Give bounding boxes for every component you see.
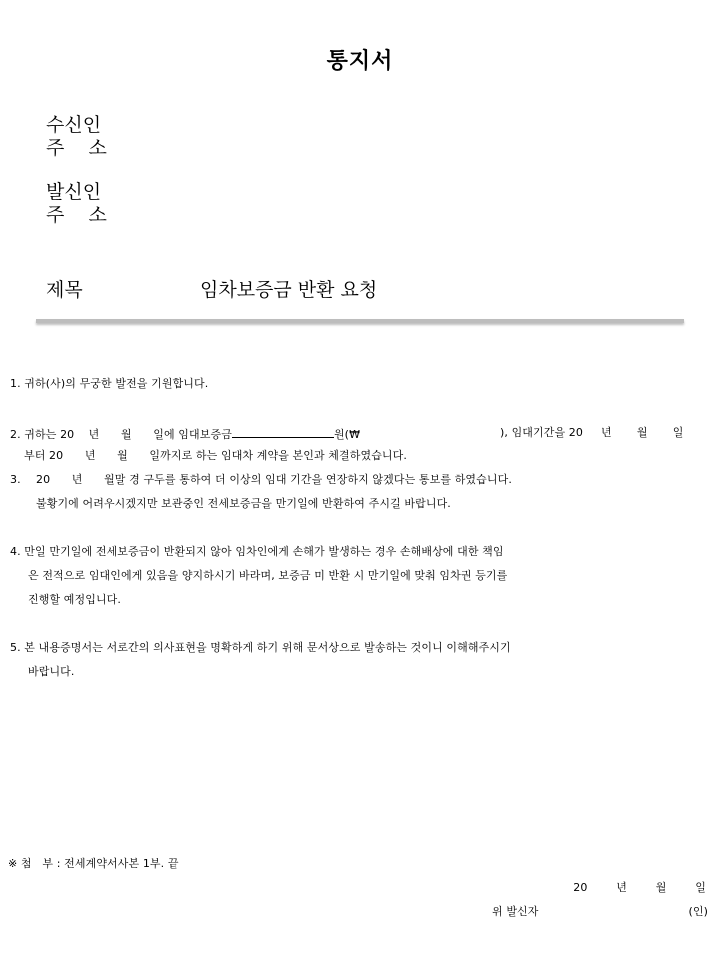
paragraph-5-line-1: 5. 본 내용증명서는 서로간의 의사표현을 명확하게 하기 위해 문서상으로 발송하는 것이니 이해해주시기	[10, 641, 511, 654]
paragraph-2-text-a: 2. 귀하는 20 년 월 일에 임대보증금	[10, 428, 232, 441]
paragraph-5-line-2: 바랍니다.	[28, 665, 75, 678]
header-divider	[36, 319, 684, 323]
sender-address-label: 주 소	[46, 204, 107, 226]
paragraph-3-number: 3.	[10, 473, 21, 486]
paragraph-4-line-3: 진행할 예정입니다.	[28, 593, 122, 606]
paragraph-4-line-2: 은 전적으로 임대인에게 있음을 양지하시기 바라며, 보증금 미 반환 시 만기일에 맞춰 임차권 등기를	[28, 569, 508, 582]
signer-label: 위 발신자	[492, 905, 539, 918]
paragraph-2-line-1	[10, 426, 360, 442]
paragraph-3-line-2: 불황기에 어려우시겠지만 보관중인 전세보증금을 만기일에 반환하여 주시길 바랍니다.	[36, 497, 451, 510]
deposit-amount-blank	[232, 426, 334, 438]
paragraph-1: 1. 귀하(사)의 무궁한 발전을 기원합니다.	[10, 377, 209, 390]
sender-label: 발신인	[46, 181, 102, 203]
paragraph-2-text-b: 원(₩	[333, 428, 361, 441]
recipient-address-label: 주 소	[46, 137, 107, 159]
paragraph-3-line-1: 20 년 월말 경 구두를 통하여 더 이상의 임대 기간을 연장하지 않겠다는 통보를 하였습니다.	[36, 473, 512, 486]
recipient-label: 수신인	[46, 114, 102, 136]
document-title: 통지서	[326, 49, 394, 74]
attachment-note: ※ 첨 부 : 전세계약서사본 1부. 끝	[8, 857, 179, 870]
paragraph-2-line-2: 부터 20 년 월 일까지로 하는 임대차 계약을 본인과 체결하였습니다.	[24, 449, 407, 462]
paragraph-4-line-1: 4. 만일 만기일에 전세보증금이 반환되지 않아 임차인에게 손해가 발생하는 경우 손해배상에 대한 책임	[10, 545, 504, 558]
footer-date: 20 년 월 일	[573, 881, 706, 894]
paragraph-2-text-c: ), 임대기간을 20 년 월 일	[500, 426, 684, 439]
subject-label: 제목	[46, 279, 83, 301]
subject-value: 임차보증금 반환 요청	[200, 279, 378, 301]
seal-mark: (인)	[688, 905, 708, 918]
